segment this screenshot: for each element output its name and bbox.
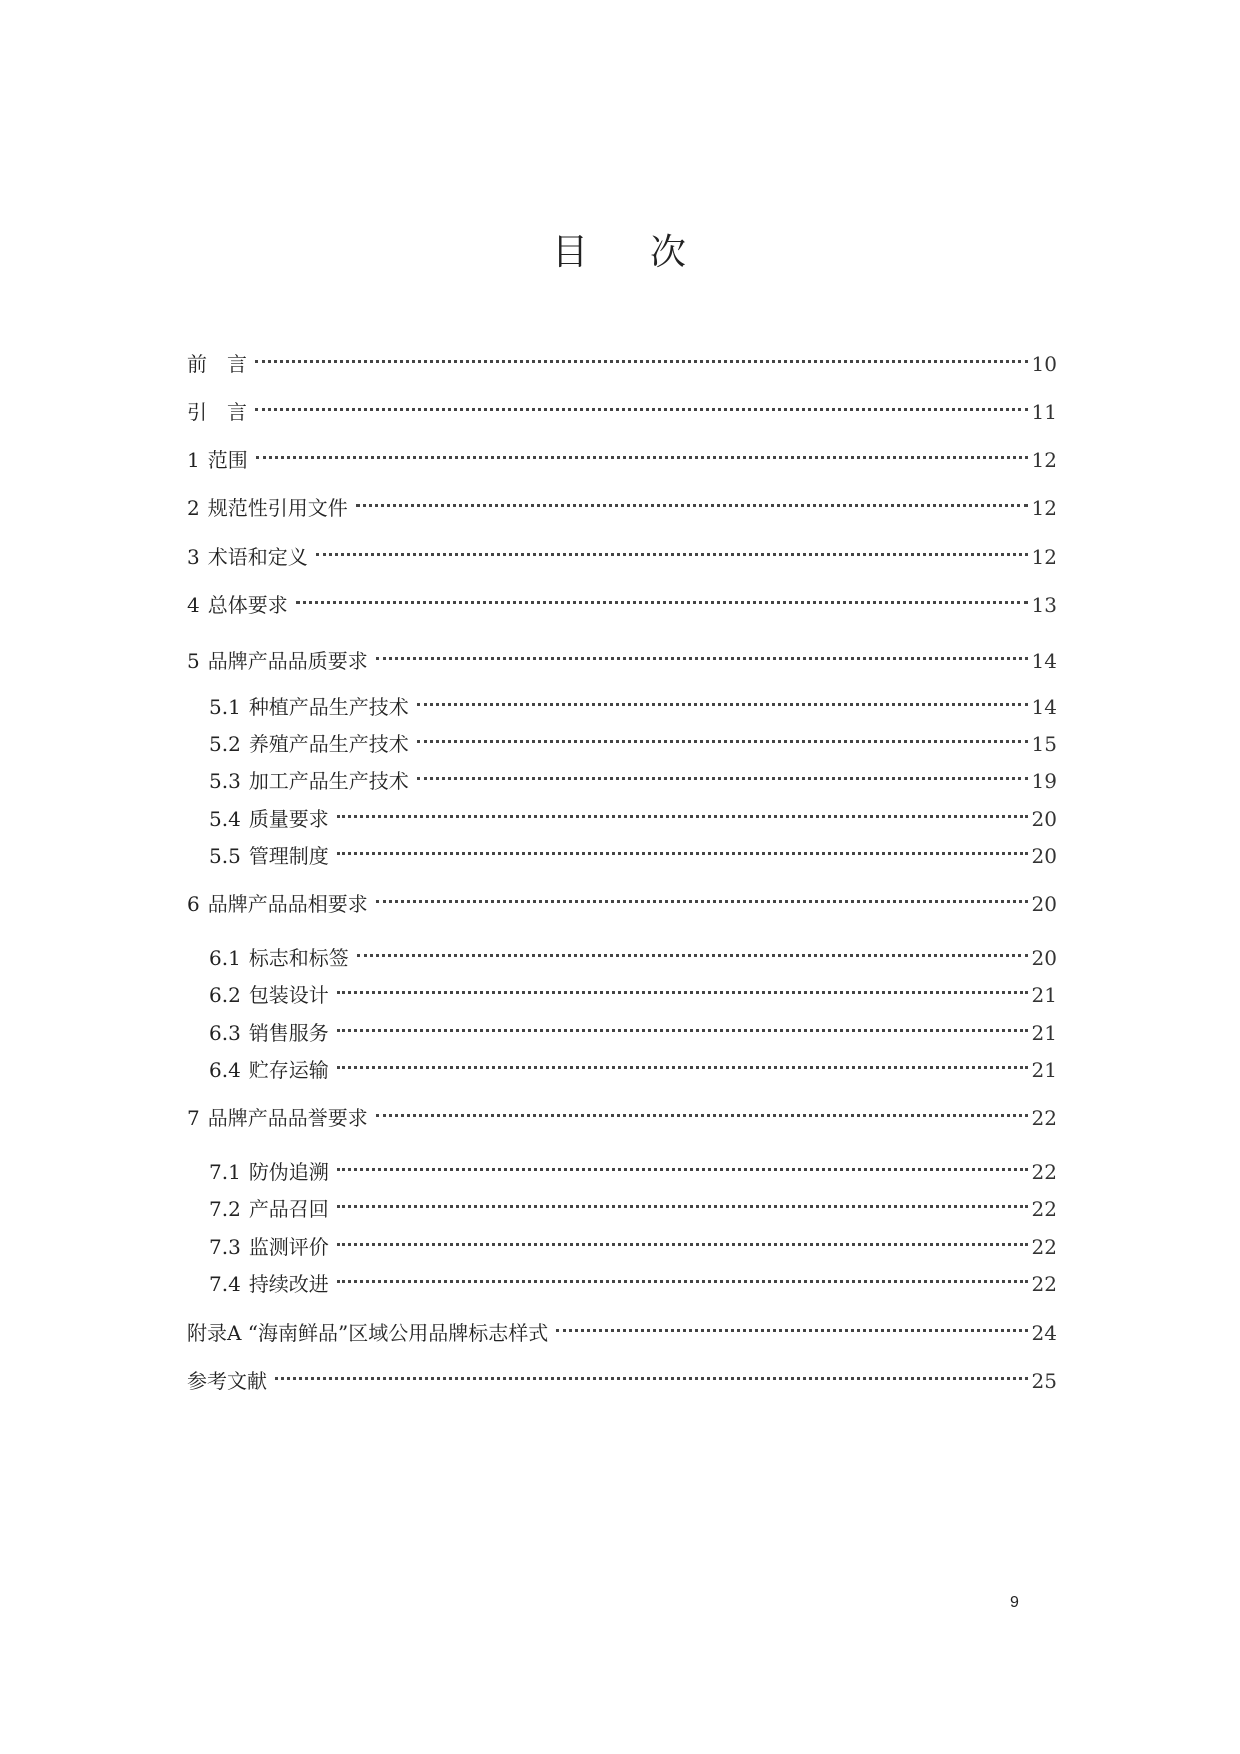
toc-dot-leader bbox=[337, 796, 1028, 826]
toc-entry-label: 种植产品生产技术 bbox=[248, 695, 409, 719]
toc-entry-page: 15 bbox=[1031, 732, 1057, 756]
toc-entry-page: 13 bbox=[1031, 593, 1057, 617]
toc-entry-number: 5.4 bbox=[209, 807, 241, 831]
toc-dot-leader bbox=[337, 833, 1028, 863]
toc-entry-label: 标志和标签 bbox=[248, 946, 349, 970]
toc-entry-number: 6.1 bbox=[209, 946, 241, 970]
toc-entry[interactable] bbox=[187, 1310, 1057, 1345]
page-title-part1: 目 bbox=[551, 232, 590, 273]
toc-dot-leader bbox=[337, 1224, 1028, 1254]
toc-entry-page: 20 bbox=[1031, 844, 1057, 868]
toc-entry-label: 监测评价 bbox=[248, 1235, 329, 1259]
toc-subentry[interactable] bbox=[209, 721, 1057, 756]
toc-entry-label: 前 言 bbox=[187, 352, 247, 376]
toc-dot-leader bbox=[337, 1261, 1028, 1291]
toc-entry-number: 7.1 bbox=[209, 1160, 241, 1184]
toc-dot-leader bbox=[337, 1047, 1028, 1077]
toc-subentry[interactable] bbox=[209, 1047, 1057, 1082]
toc-subentry[interactable] bbox=[209, 1010, 1057, 1045]
toc-entry-label: 产品召回 bbox=[248, 1197, 329, 1221]
toc-entry[interactable] bbox=[187, 582, 1057, 617]
toc-entry-page: 12 bbox=[1031, 496, 1057, 520]
toc-subentry[interactable] bbox=[209, 972, 1057, 1007]
toc-subentry[interactable] bbox=[209, 1261, 1057, 1296]
toc-entry-label: 总体要求 bbox=[207, 593, 288, 617]
toc-subentry[interactable] bbox=[209, 1224, 1057, 1259]
toc-entry-page: 22 bbox=[1031, 1235, 1057, 1259]
toc-entry-number: 7 bbox=[187, 1106, 200, 1130]
toc-entry-page: 22 bbox=[1031, 1106, 1057, 1130]
toc-entry-number: 3 bbox=[187, 545, 200, 569]
toc-dot-leader bbox=[296, 582, 1028, 612]
toc-entry-page: 21 bbox=[1031, 983, 1057, 1007]
toc-entry-label: 范围 bbox=[207, 448, 248, 472]
toc-entry-number: 5.2 bbox=[209, 732, 241, 756]
toc-entry-page: 14 bbox=[1031, 649, 1057, 673]
toc-dot-leader bbox=[275, 1358, 1028, 1388]
toc-entry-number: 7.3 bbox=[209, 1235, 241, 1259]
toc-entry-number: 6.2 bbox=[209, 983, 241, 1007]
toc-entry[interactable] bbox=[187, 437, 1057, 472]
toc-dot-leader bbox=[356, 485, 1028, 515]
toc-dot-leader bbox=[337, 972, 1028, 1002]
toc-entry-label: 加工产品生产技术 bbox=[248, 769, 409, 793]
toc-entry-label: 规范性引用文件 bbox=[207, 496, 348, 520]
page-number: 9 bbox=[1010, 1594, 1019, 1611]
toc-entry-page: 10 bbox=[1031, 352, 1057, 376]
toc-entry[interactable] bbox=[187, 1358, 1057, 1393]
toc-entry-label: 包装设计 bbox=[248, 983, 329, 1007]
toc-entry-page: 24 bbox=[1031, 1321, 1057, 1345]
toc-entry-label: 术语和定义 bbox=[207, 545, 308, 569]
toc-entry-page: 20 bbox=[1031, 807, 1057, 831]
toc-entry-page: 12 bbox=[1031, 545, 1057, 569]
toc-entry-page: 25 bbox=[1031, 1369, 1057, 1393]
toc-entry-label: 品牌产品品质要求 bbox=[207, 649, 368, 673]
toc-entry-number: 5.3 bbox=[209, 769, 241, 793]
toc-entry-number: 6 bbox=[187, 892, 200, 916]
toc-entry-label: 质量要求 bbox=[248, 807, 329, 831]
toc-entry-label: 贮存运输 bbox=[248, 1058, 329, 1082]
page-title-part2: 次 bbox=[650, 232, 689, 273]
toc-entry-label: 品牌产品品誉要求 bbox=[207, 1106, 368, 1130]
toc-entry-number: 5.5 bbox=[209, 844, 241, 868]
toc-dot-leader bbox=[376, 1095, 1028, 1125]
toc-entry-page: 14 bbox=[1031, 695, 1057, 719]
toc-entry-page: 22 bbox=[1031, 1197, 1057, 1221]
toc-entry-label: 持续改进 bbox=[248, 1272, 329, 1296]
toc-entry[interactable] bbox=[187, 638, 1057, 673]
toc-dot-leader bbox=[357, 935, 1028, 965]
toc-entry[interactable] bbox=[187, 389, 1057, 424]
toc-entry-number: 5 bbox=[187, 649, 200, 673]
toc-entry-label: 销售服务 bbox=[248, 1021, 329, 1045]
toc-dot-leader bbox=[556, 1310, 1027, 1340]
toc-dot-leader bbox=[337, 1186, 1028, 1216]
toc-entry-number: 2 bbox=[187, 496, 200, 520]
toc-entry-number: 7.4 bbox=[209, 1272, 241, 1296]
toc-entry-label: 防伪追溯 bbox=[248, 1160, 329, 1184]
toc-dot-leader bbox=[256, 437, 1028, 467]
toc-entry-label: 养殖产品生产技术 bbox=[248, 732, 409, 756]
toc-entry-number: 4 bbox=[187, 593, 200, 617]
toc-subentry[interactable] bbox=[209, 1186, 1057, 1221]
toc-entry-number: 1 bbox=[187, 448, 200, 472]
toc-entry[interactable] bbox=[187, 1095, 1057, 1130]
toc-dot-leader bbox=[376, 638, 1028, 668]
toc-entry-label: 管理制度 bbox=[248, 844, 329, 868]
toc-entry-page: 21 bbox=[1031, 1058, 1057, 1082]
toc-entry[interactable] bbox=[187, 341, 1057, 376]
toc-entry-page: 12 bbox=[1031, 448, 1057, 472]
toc-dot-leader bbox=[337, 1010, 1028, 1040]
toc-dot-leader bbox=[255, 341, 1028, 371]
toc-subentry[interactable] bbox=[209, 796, 1057, 831]
toc-entry-page: 22 bbox=[1031, 1160, 1057, 1184]
toc-entry-page: 22 bbox=[1031, 1272, 1057, 1296]
toc-entry-page: 21 bbox=[1031, 1021, 1057, 1045]
toc-entry-label: 引 言 bbox=[187, 400, 247, 424]
toc-entry-number: 6.4 bbox=[209, 1058, 241, 1082]
toc-dot-leader bbox=[255, 389, 1028, 419]
toc-dot-leader bbox=[417, 758, 1028, 788]
toc-entry-page: 20 bbox=[1031, 892, 1057, 916]
page-title bbox=[0, 224, 1240, 275]
toc-entry-label: 参考文献 bbox=[187, 1369, 267, 1393]
toc-subentry[interactable] bbox=[209, 758, 1057, 793]
toc-dot-leader bbox=[316, 534, 1028, 564]
toc-subentry[interactable] bbox=[209, 1149, 1057, 1184]
toc-entry-page: 20 bbox=[1031, 946, 1057, 970]
toc-entry-label: 品牌产品品相要求 bbox=[207, 892, 368, 916]
toc-subentry[interactable] bbox=[209, 684, 1057, 719]
toc-entry[interactable] bbox=[187, 485, 1057, 520]
toc-dot-leader bbox=[417, 721, 1028, 751]
toc-dot-leader bbox=[376, 881, 1028, 911]
toc-entry-page: 11 bbox=[1031, 400, 1057, 424]
toc-subentry[interactable] bbox=[209, 935, 1057, 970]
toc-subentry[interactable] bbox=[209, 833, 1057, 868]
toc-entry[interactable] bbox=[187, 534, 1057, 569]
toc-entry[interactable] bbox=[187, 881, 1057, 916]
toc-entry-page: 19 bbox=[1031, 769, 1057, 793]
toc-dot-leader bbox=[337, 1149, 1028, 1179]
toc-dot-leader bbox=[417, 684, 1028, 714]
toc-entry-label: 附录A “海南鲜品”区域公用品牌标志样式 bbox=[187, 1321, 549, 1345]
toc-entry-number: 7.2 bbox=[209, 1197, 241, 1221]
toc-entry-number: 5.1 bbox=[209, 695, 241, 719]
toc-entry-number: 6.3 bbox=[209, 1021, 241, 1045]
